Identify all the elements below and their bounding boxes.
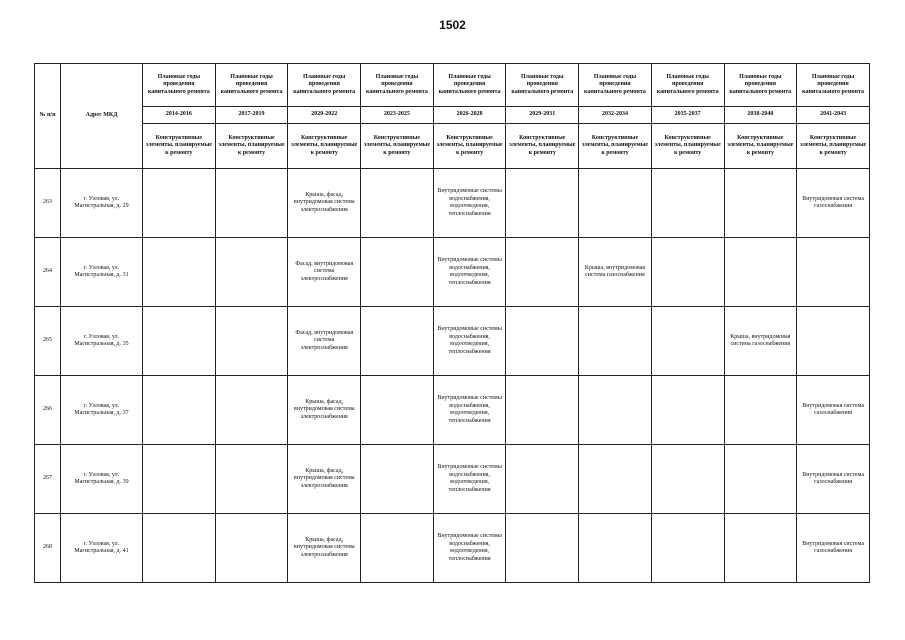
repair-cell bbox=[143, 445, 216, 514]
repair-cell bbox=[506, 238, 579, 307]
repair-cell: Внутридомовые системы водоснабжения, водоотведения, теплоснабжения bbox=[433, 238, 506, 307]
repair-cell: Крыша, внутридомовая система газоснабжения bbox=[579, 238, 652, 307]
period-years: 2032-2034 bbox=[579, 107, 652, 124]
repair-cell: Крыша, фасад, внутридомовая система электроснабжения bbox=[288, 169, 361, 238]
table-row bbox=[35, 169, 870, 238]
period-years: 2029-2031 bbox=[506, 107, 579, 124]
row-number: 263 bbox=[35, 169, 61, 238]
table-row bbox=[35, 445, 870, 514]
period-years: 2020-2022 bbox=[288, 107, 361, 124]
header-row-years bbox=[35, 107, 870, 124]
repair-cell bbox=[143, 169, 216, 238]
row-number: 265 bbox=[35, 307, 61, 376]
header-row-elements bbox=[35, 124, 870, 169]
repair-cell bbox=[361, 307, 434, 376]
repair-cell bbox=[651, 514, 724, 583]
period-title: Плановые годы проведения капитального ремонта bbox=[506, 64, 579, 107]
repair-cell bbox=[215, 169, 288, 238]
repair-cell: Крыша, фасад, внутридомовая система электроснабжения bbox=[288, 445, 361, 514]
period-years: 2014-2016 bbox=[143, 107, 216, 124]
repair-cell bbox=[724, 238, 797, 307]
repair-cell: Внутридомовые системы водоснабжения, водоотведения, теплоснабжения bbox=[433, 514, 506, 583]
period-title: Плановые годы проведения капитального ремонта bbox=[215, 64, 288, 107]
repair-cell: Внутридомовая система газоснабжения bbox=[797, 514, 870, 583]
repair-cell bbox=[215, 307, 288, 376]
repair-cell bbox=[143, 238, 216, 307]
table-row bbox=[35, 238, 870, 307]
row-number: 268 bbox=[35, 514, 61, 583]
header-row-titles bbox=[35, 64, 870, 107]
repair-cell: Внутридомовые системы водоснабжения, водоотведения, теплоснабжения bbox=[433, 169, 506, 238]
repair-cell: Крыша, фасад, внутридомовая система электроснабжения bbox=[288, 514, 361, 583]
row-address: г. Узловая, ул. Магистральная, д. 31 bbox=[61, 238, 143, 307]
row-address: г. Узловая, ул. Магистральная, д. 35 bbox=[61, 307, 143, 376]
repair-cell bbox=[651, 238, 724, 307]
capital-repair-plan-table bbox=[34, 63, 870, 583]
repair-cell bbox=[361, 445, 434, 514]
repair-cell bbox=[579, 514, 652, 583]
row-address: г. Узловая, ул. Магистральная, д. 29 bbox=[61, 169, 143, 238]
repair-cell: Внутридомовая система газоснабжения bbox=[797, 169, 870, 238]
period-title: Плановые годы проведения капитального ремонта bbox=[433, 64, 506, 107]
repair-cell bbox=[724, 514, 797, 583]
repair-cell: Внутридомовые системы водоснабжения, водоотведения, теплоснабжения bbox=[433, 376, 506, 445]
row-address: г. Узловая, ул. Магистральная, д. 39 bbox=[61, 445, 143, 514]
elements-header: Конструктивные элементы, планируемые к ремонту bbox=[506, 124, 579, 169]
repair-cell: Фасад, внутридомовая система электроснабжения bbox=[288, 307, 361, 376]
repair-cell bbox=[506, 445, 579, 514]
repair-cell bbox=[361, 376, 434, 445]
repair-cell: Внутридомовая система газоснабжения bbox=[797, 376, 870, 445]
repair-cell bbox=[724, 169, 797, 238]
table-row bbox=[35, 514, 870, 583]
repair-cell bbox=[651, 445, 724, 514]
repair-cell bbox=[361, 514, 434, 583]
elements-header: Конструктивные элементы, планируемые к ремонту bbox=[724, 124, 797, 169]
period-title: Плановые годы проведения капитального ремонта bbox=[651, 64, 724, 107]
repair-cell bbox=[215, 376, 288, 445]
repair-cell bbox=[651, 169, 724, 238]
elements-header: Конструктивные элементы, планируемые к ремонту bbox=[579, 124, 652, 169]
repair-cell: Крыша, внутридомовая система газоснабжения bbox=[724, 307, 797, 376]
period-years: 2038-2040 bbox=[724, 107, 797, 124]
repair-cell bbox=[797, 238, 870, 307]
elements-header: Конструктивные элементы, планируемые к ремонту bbox=[215, 124, 288, 169]
repair-cell bbox=[579, 307, 652, 376]
repair-cell bbox=[506, 514, 579, 583]
page-number: 1502 bbox=[439, 18, 466, 32]
row-address: г. Узловая, ул. Магистральная, д. 41 bbox=[61, 514, 143, 583]
period-title: Плановые годы проведения капитального ремонта bbox=[724, 64, 797, 107]
repair-cell bbox=[215, 514, 288, 583]
period-years: 2026-2028 bbox=[433, 107, 506, 124]
period-years: 2035-2037 bbox=[651, 107, 724, 124]
row-number: 266 bbox=[35, 376, 61, 445]
repair-cell: Внутридомовые системы водоснабжения, водоотведения, теплоснабжения bbox=[433, 307, 506, 376]
period-title: Плановые годы проведения капитального ремонта bbox=[797, 64, 870, 107]
period-years: 2041-2043 bbox=[797, 107, 870, 124]
elements-header: Конструктивные элементы, планируемые к ремонту bbox=[143, 124, 216, 169]
elements-header: Конструктивные элементы, планируемые к ремонту bbox=[433, 124, 506, 169]
period-title: Плановые годы проведения капитального ремонта bbox=[579, 64, 652, 107]
elements-header: Конструктивные элементы, планируемые к ремонту bbox=[288, 124, 361, 169]
repair-cell bbox=[579, 376, 652, 445]
repair-cell: Крыша, фасад, внутридомовая система электроснабжения bbox=[288, 376, 361, 445]
repair-cell bbox=[506, 169, 579, 238]
repair-cell: Внутридомовые системы водоснабжения, водоотведения, теплоснабжения bbox=[433, 445, 506, 514]
repair-cell bbox=[506, 376, 579, 445]
repair-cell bbox=[215, 238, 288, 307]
row-number: 267 bbox=[35, 445, 61, 514]
table-row bbox=[35, 376, 870, 445]
repair-cell bbox=[361, 169, 434, 238]
repair-cell bbox=[506, 307, 579, 376]
elements-header: Конструктивные элементы, планируемые к ремонту bbox=[361, 124, 434, 169]
repair-cell bbox=[215, 445, 288, 514]
elements-header: Конструктивные элементы, планируемые к ремонту bbox=[797, 124, 870, 169]
period-title: Плановые годы проведения капитального ремонта bbox=[143, 64, 216, 107]
repair-cell bbox=[143, 307, 216, 376]
period-title: Плановые годы проведения капитального ремонта bbox=[361, 64, 434, 107]
num-header: № п/п bbox=[35, 64, 61, 169]
repair-cell: Внутридомовая система газоснабжения bbox=[797, 445, 870, 514]
period-years: 2017-2019 bbox=[215, 107, 288, 124]
repair-cell bbox=[361, 238, 434, 307]
address-header: Адрес МКД bbox=[61, 64, 143, 169]
repair-cell: Фасад, внутридомовая система электроснабжения bbox=[288, 238, 361, 307]
repair-cell bbox=[579, 169, 652, 238]
repair-cell bbox=[143, 376, 216, 445]
repair-cell bbox=[579, 445, 652, 514]
repair-cell bbox=[143, 514, 216, 583]
repair-cell bbox=[724, 445, 797, 514]
repair-cell bbox=[651, 307, 724, 376]
row-number: 264 bbox=[35, 238, 61, 307]
repair-cell bbox=[651, 376, 724, 445]
period-years: 2023-2025 bbox=[361, 107, 434, 124]
elements-header: Конструктивные элементы, планируемые к ремонту bbox=[651, 124, 724, 169]
row-address: г. Узловая, ул. Магистральная, д. 37 bbox=[61, 376, 143, 445]
period-title: Плановые годы проведения капитального ремонта bbox=[288, 64, 361, 107]
table-row bbox=[35, 307, 870, 376]
repair-cell bbox=[797, 307, 870, 376]
repair-cell bbox=[724, 376, 797, 445]
